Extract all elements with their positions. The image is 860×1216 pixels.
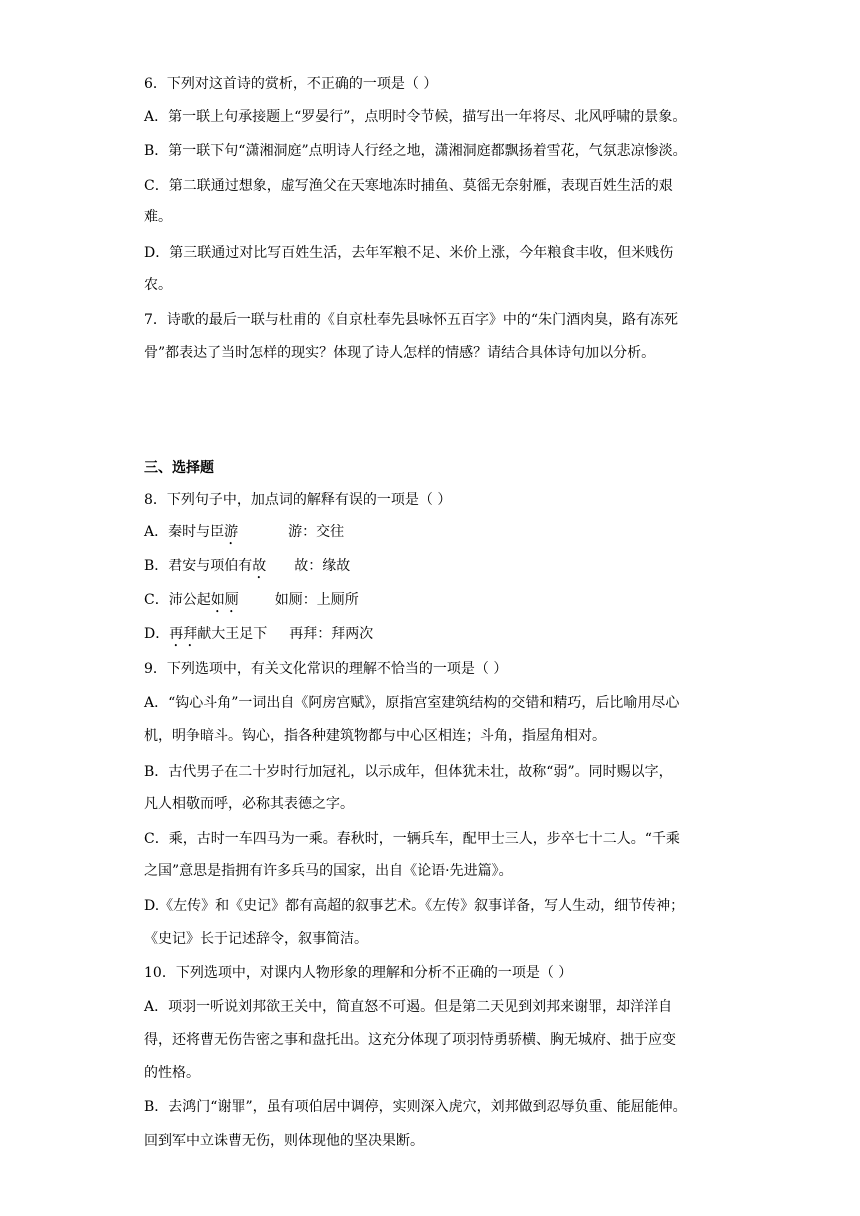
- q10-option-a-line1: A．项羽一听说刘邦欲王关中，简直怒不可遏。但是第二天见到刘邦来谢罪，却洋洋自: [144, 999, 673, 1015]
- q8-b-text: B．君安与项伯有: [144, 558, 253, 574]
- q8-option-b: [144, 556, 734, 582]
- q6-option-d-line1: D．第三联通过对比写百姓生活，去年军粮不足、米价上涨，今年粮食丰收，但米贱伤: [144, 245, 674, 261]
- q8-option-a: [144, 522, 734, 548]
- q6-stem: 6．下列对这首诗的赏析，不正确的一项是（ ）: [144, 76, 438, 92]
- q8-d-post: 献大王足下: [197, 626, 268, 642]
- q10-stem: 10．下列选项中，对课内人物形象的理解和分析不正确的一项是（ ）: [144, 965, 573, 981]
- q8-d-explanation: 再拜：拜两次: [289, 626, 374, 642]
- q8-option-c: [144, 590, 734, 616]
- q10-option-b-line1: B．去鸿门“谢罪”，虽有项伯居中调停，实则深入虎穴，刘邦做到忍辱负重、能屈能伸。: [144, 1099, 687, 1115]
- q10-option-a-line3: 的性格。: [144, 1065, 200, 1081]
- q7-line1: 7．诗歌的最后一联与杜甫的《自京杜奉先县咏怀五百字》中的“朱门酒肉臭，路有冻死: [144, 312, 679, 328]
- q6-option-b: B．第一联下句“潇湘洞庭”点明诗人行经之地，潇湘洞庭都飘扬着雪花，气氛悲凉惨淡。: [144, 143, 687, 159]
- q9-option-b-line1: B．古代男子在二十岁时行加冠礼，以示成年，但体犹未壮，故称“弱”。同时赐以字，: [144, 764, 673, 780]
- q6-option-c-line1: C．第二联通过想象，虚写渔父在天寒地冻时捕鱼、莫徭无奈射雁，表现百姓生活的艰: [144, 178, 673, 194]
- q10-option-a-line2: 得，还将曹无伤告密之事和盘托出。这充分体现了项羽恃勇骄横、胸无城府、拙于应变: [144, 1032, 676, 1048]
- q8-stem: 8．下列句子中，加点词的解释有误的一项是（ ）: [144, 492, 452, 508]
- q6-option-d-line2: 农。: [144, 277, 172, 293]
- q9-option-c-line2: 之国”意思是指拥有许多兵马的国家，出自《论语·先进篇》。: [144, 863, 513, 879]
- q8-a-text: A．秦时与臣: [144, 524, 225, 540]
- q9-option-a-line1: A．“钩心斗角”一词出自《阿房宫赋》，原指宫室建筑结构的交错和精巧，后比喻用尽心: [144, 695, 680, 711]
- q8-option-d: [144, 624, 734, 650]
- q8-b-explanation: 故：缘故: [294, 558, 351, 574]
- q9-option-d-line2: 《史记》长于记述辞令，叙事简洁。: [144, 931, 368, 947]
- q8-a-explanation: 游：交往: [288, 524, 345, 540]
- q7-line2: 骨”都表达了当时怎样的现实？体现了诗人怎样的情感？请结合具体诗句加以分析。: [144, 345, 656, 361]
- q9-option-a-line2: 机，明争暗斗。钩心，指各种建筑物都与中心区相连；斗角，指屋角相对。: [144, 728, 606, 744]
- q9-option-d-line1: D.《左传》和《史记》都有高超的叙事艺术。《左传》叙事详备，写人生动，细节传神；: [144, 898, 685, 914]
- q8-a-dotted-word: 游: [224, 524, 239, 540]
- q9-option-c-line1: C．乘，古时一车四马为一乘。春秋时，一辆兵车，配甲士三人，步卒七十二人。“千乘: [144, 831, 680, 847]
- q9-option-b-line2: 凡人相敬而呼，必称其表德之字。: [144, 796, 354, 812]
- q8-c-explanation: 如厕：上厕所: [274, 592, 359, 608]
- section-title: 三、选择题: [144, 460, 214, 476]
- q6-option-c-line2: 难。: [144, 209, 172, 225]
- q8-d-text: D．: [144, 626, 170, 642]
- q8-b-dotted-word: 故: [252, 558, 267, 574]
- q8-c-dotted-word: 如厕: [210, 592, 239, 608]
- q8-c-text: C．沛公起: [144, 592, 211, 608]
- q9-stem: 9．下列选项中，有关文化常识的理解不恰当的一项是（ ）: [144, 661, 508, 677]
- q10-option-b-line2: 回到军中立诛曹无伤，则体现他的坚决果断。: [144, 1133, 424, 1149]
- q8-d-dotted-word: 再拜: [169, 626, 198, 642]
- q6-option-a: A．第一联上句承接题上“罗晏行”，点明时令节候，描写出一年将尽、北风呼啸的景象。: [144, 109, 687, 125]
